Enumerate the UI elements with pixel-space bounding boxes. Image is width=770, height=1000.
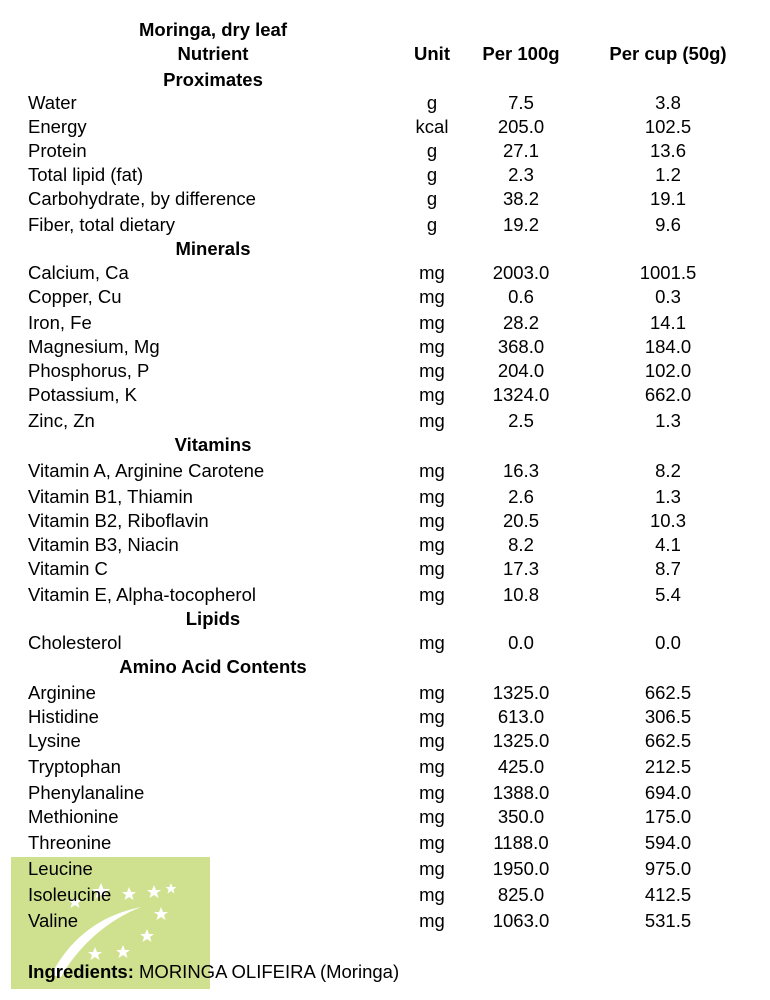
per100-cell: 350.0 [497,806,545,827]
percup-cell: 102.5 [644,116,692,137]
nutrient-name: Tryptophan [28,756,121,777]
header-nutrient: Nutrient [177,43,249,64]
percup-cell: 14.1 [649,312,686,333]
percup-cell: 1.2 [655,164,681,185]
section-title: Minerals [175,238,251,259]
unit-cell: mg [419,832,445,853]
unit-cell: mg [419,806,445,827]
percup-cell: 694.0 [644,782,692,803]
nutrient-name: Methionine [28,806,119,827]
unit-cell: mg [419,910,445,931]
per100-cell: 0.6 [508,286,534,307]
per100-cell: 2.3 [508,164,534,185]
per100-cell: 27.1 [502,140,539,161]
percup-cell: 4.1 [655,534,681,555]
per100-cell: 1388.0 [492,782,550,803]
section-title: Vitamins [174,434,252,455]
nutrient-name: Phenylanaline [28,782,145,803]
unit-cell: mg [419,384,445,405]
per100-cell: 205.0 [497,116,545,137]
percup-cell: 3.8 [655,92,681,113]
nutrient-name: Cholesterol [28,632,122,653]
unit-cell: mg [419,584,445,605]
unit-cell: mg [419,486,445,507]
logo-star [154,907,168,920]
per100-cell: 10.8 [502,584,539,605]
per100-cell: 1188.0 [493,832,549,853]
logo-star [116,945,130,958]
unit-cell: mg [419,756,445,777]
logo-star [88,947,102,960]
nutrient-name: Protein [28,140,87,161]
page-title: Moringa, dry leaf [138,19,288,40]
percup-cell: 10.3 [649,510,686,531]
unit-cell: mg [419,858,445,879]
unit-cell: kcal [415,116,449,137]
unit-cell: g [426,140,438,161]
percup-cell: 0.0 [655,632,681,653]
per100-cell: 8.2 [508,534,534,555]
per100-cell: 825.0 [497,884,545,905]
per100-cell: 368.0 [497,336,545,357]
percup-cell: 8.7 [655,558,681,579]
unit-cell: mg [419,410,445,431]
percup-cell: 1.3 [655,486,681,507]
nutrient-name: Energy [28,116,87,137]
percup-cell: 306.5 [644,706,692,727]
nutrient-name: Zinc, Zn [28,410,95,431]
section-title: Amino Acid Contents [119,656,307,677]
section-title: Lipids [185,608,241,629]
per100-cell: 1063.0 [492,910,550,931]
nutrient-name: Vitamin B1, Thiamin [28,486,193,507]
logo-star [166,883,177,894]
ingredients-line [28,961,399,983]
percup-cell: 531.5 [644,910,692,931]
per100-cell: 613.0 [497,706,545,727]
per100-cell: 0.0 [508,632,534,653]
nutrient-name: Carbohydrate, by difference [28,188,256,209]
unit-cell: mg [419,558,445,579]
per100-cell: 425.0 [497,756,545,777]
logo-star [122,887,136,900]
unit-cell: mg [419,682,445,703]
nutrient-name: Copper, Cu [28,286,122,307]
section-title: Proximates [163,69,263,90]
percup-cell: 8.2 [655,460,681,481]
per100-cell: 2.5 [508,410,534,431]
per100-cell: 2.6 [508,486,534,507]
per100-cell: 17.3 [502,558,539,579]
per100-cell: 19.2 [502,214,539,235]
nutrient-name: Water [28,92,77,113]
unit-cell: g [426,92,438,113]
unit-cell: mg [419,884,445,905]
logo-star [140,929,154,942]
unit-cell: mg [419,360,445,381]
unit-cell: mg [419,286,445,307]
percup-cell: 102.0 [644,360,692,381]
nutrient-name: Isoleucine [28,884,112,905]
unit-cell: mg [419,730,445,751]
unit-cell: g [426,214,438,235]
header-percup: Per cup (50g) [609,43,727,64]
percup-cell: 1001.5 [639,262,697,283]
nutrient-name: Vitamin C [28,558,108,579]
nutrient-name: Vitamin B3, Niacin [28,534,179,555]
per100-cell: 38.2 [502,188,539,209]
per100-cell: 1325.0 [492,730,550,751]
nutrient-name: Leucine [28,858,93,879]
per100-cell: 2003.0 [492,262,550,283]
per100-cell: 1324.0 [492,384,550,405]
header-unit: Unit [414,43,450,64]
percup-cell: 1.3 [655,410,681,431]
unit-cell: mg [419,632,445,653]
percup-cell: 9.6 [655,214,681,235]
percup-cell: 662.0 [644,384,692,405]
nutrient-name: Vitamin B2, Riboflavin [28,510,209,531]
per100-cell: 16.3 [502,460,539,481]
nutrient-name: Threonine [28,832,112,853]
unit-cell: g [426,164,438,185]
percup-cell: 0.3 [655,286,681,307]
per100-cell: 20.5 [502,510,539,531]
unit-cell: mg [419,312,445,333]
per100-cell: 204.0 [497,360,545,381]
per100-cell: 1325.0 [492,682,550,703]
nutrient-name: Arginine [28,682,96,703]
unit-cell: mg [419,706,445,727]
nutrient-name: Fiber, total dietary [28,214,176,235]
nutrient-name: Histidine [28,706,99,727]
unit-cell: mg [419,262,445,283]
nutrient-name: Vitamin E, Alpha-tocopherol [28,584,256,605]
nutrient-name: Valine [28,910,79,931]
nutrient-name: Total lipid (fat) [28,164,144,185]
nutrient-name: Potassium, K [28,384,137,405]
percup-cell: 662.5 [644,730,692,751]
nutrient-name: Magnesium, Mg [28,336,160,357]
percup-cell: 412.5 [644,884,692,905]
header-per100: Per 100g [482,43,560,64]
percup-cell: 184.0 [644,336,692,357]
percup-cell: 5.4 [655,584,681,605]
percup-cell: 594.0 [644,832,692,853]
percup-cell: 662.5 [644,682,692,703]
unit-cell: mg [419,336,445,357]
unit-cell: mg [419,534,445,555]
percup-cell: 212.5 [644,756,692,777]
nutrient-name: Calcium, Ca [28,262,129,283]
unit-cell: mg [419,510,445,531]
percup-cell: 975.0 [644,858,692,879]
percup-cell: 13.6 [649,140,686,161]
per100-cell: 28.2 [502,312,539,333]
per100-cell: 1950.0 [492,858,550,879]
ingredients-label: Ingredients: [28,961,134,982]
unit-cell: mg [419,460,445,481]
unit-cell: g [426,188,438,209]
unit-cell: mg [419,782,445,803]
nutrient-name: Vitamin A, Arginine Carotene [28,460,265,481]
per100-cell: 7.5 [508,92,534,113]
percup-cell: 19.1 [649,188,686,209]
ingredients-value: MORINGA OLIFEIRA (Moringa) [139,961,400,982]
nutrient-name: Phosphorus, P [28,360,150,381]
nutrient-name: Lysine [28,730,81,751]
nutrient-name: Iron, Fe [28,312,92,333]
percup-cell: 175.0 [644,806,692,827]
logo-star [147,885,161,898]
